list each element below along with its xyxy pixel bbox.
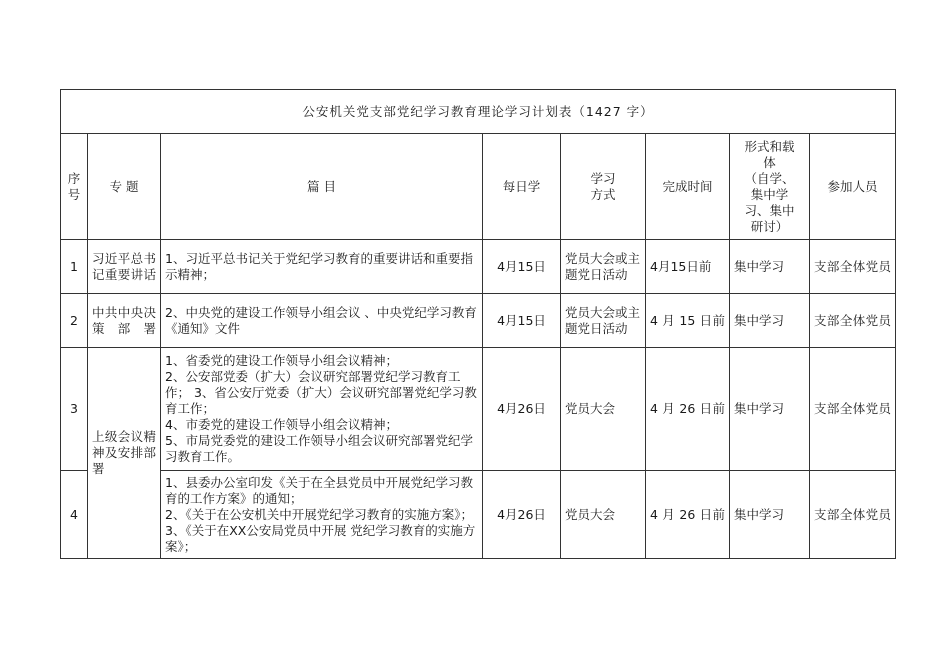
table-row bbox=[61, 471, 896, 559]
header-daily: 每日学 bbox=[483, 134, 561, 240]
row-form: 集中学习 bbox=[730, 294, 810, 348]
row-article: 1、县委办公室印发《关于在全县党员中开展党纪学习教育的工作方案》的通知； 2、《关于在公安机关中开展党纪学习教育的实施方案》； 3、《关于在XX公安局党员中开展 党纪学习教育的实施方案》； bbox=[161, 471, 483, 559]
row-people: 支部全体党员 bbox=[810, 240, 896, 294]
header-deadline: 完成时间 bbox=[646, 134, 730, 240]
row-method: 党员大会 bbox=[561, 348, 646, 471]
row-method: 党员大会 bbox=[561, 471, 646, 559]
header-topic: 专 题 bbox=[88, 134, 161, 240]
table-row bbox=[61, 294, 896, 348]
row-form: 集中学习 bbox=[730, 240, 810, 294]
row-daily: 4月26日 bbox=[483, 471, 561, 559]
row-article: 2、中央党的建设工作领导小组会议 、中央党纪学习教育《通知》文件 bbox=[161, 294, 483, 348]
row-article: 1、省委党的建设工作领导小组会议精神； 2、公安部党委（扩大）会议研究部署党纪学习教育工作； 3、省公安厅党委（扩大）会议研究部署党纪学习教育工作； 4、市委党的建设工作领导小组会议精神； 5、市局党委党的建设工作领导小组会议研究部署党纪学习教育工作。 bbox=[161, 348, 483, 471]
row-topic: 习近平总书记重要讲话 bbox=[88, 240, 161, 294]
row-people: 支部全体党员 bbox=[810, 348, 896, 471]
table-row bbox=[61, 240, 896, 294]
row-method: 党员大会或主题党日活动 bbox=[561, 240, 646, 294]
row-form: 集中学习 bbox=[730, 348, 810, 471]
row-deadline: 4 月 15 日前 bbox=[646, 294, 730, 348]
row-method: 党员大会或主题党日活动 bbox=[561, 294, 646, 348]
row-deadline: 4 月 26 日前 bbox=[646, 471, 730, 559]
header-form: 形式和载 体 （自学、 集中学 习、集中 研讨） bbox=[730, 134, 810, 240]
table-row bbox=[61, 348, 896, 471]
row-daily: 4月26日 bbox=[483, 348, 561, 471]
row-topic: 上级会议精神及安排部署 bbox=[88, 348, 161, 559]
row-people: 支部全体党员 bbox=[810, 294, 896, 348]
header-row bbox=[61, 134, 896, 240]
row-no: 1 bbox=[61, 240, 88, 294]
row-article: 1、习近平总书记关于党纪学习教育的重要讲话和重要指示精神； bbox=[161, 240, 483, 294]
row-no: 3 bbox=[61, 348, 88, 471]
table-title: 公安机关党支部党纪学习教育理论学习计划表（1427 字） bbox=[61, 90, 896, 134]
row-people: 支部全体党员 bbox=[810, 471, 896, 559]
row-daily: 4月15日 bbox=[483, 294, 561, 348]
header-no: 序 号 bbox=[61, 134, 88, 240]
row-deadline: 4月15日前 bbox=[646, 240, 730, 294]
row-daily: 4月15日 bbox=[483, 240, 561, 294]
row-deadline: 4 月 26 日前 bbox=[646, 348, 730, 471]
row-no: 2 bbox=[61, 294, 88, 348]
row-no: 4 bbox=[61, 471, 88, 559]
header-article: 篇 目 bbox=[161, 134, 483, 240]
header-people: 参加人员 bbox=[810, 134, 896, 240]
row-form: 集中学习 bbox=[730, 471, 810, 559]
row-topic: 中共中央决策部署 bbox=[88, 294, 161, 348]
study-plan-table bbox=[60, 89, 896, 559]
header-method: 学习 方式 bbox=[561, 134, 646, 240]
